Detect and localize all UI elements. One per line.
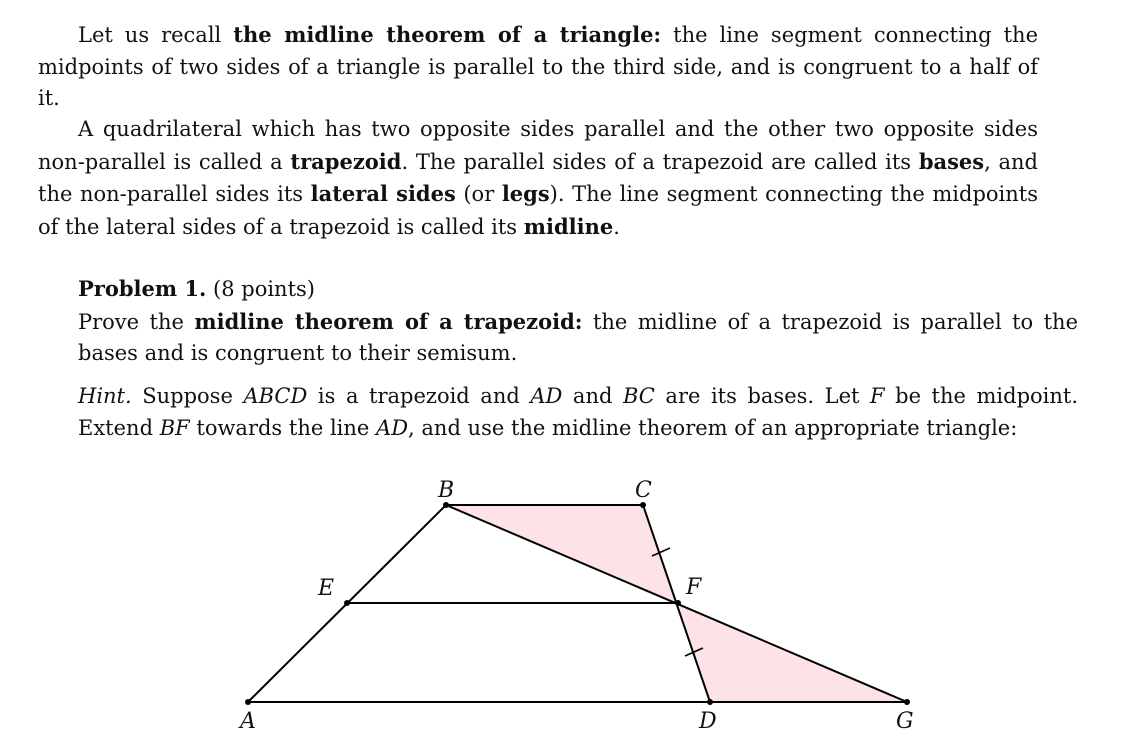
label-b: B	[438, 478, 455, 503]
point-g	[904, 699, 910, 705]
trapezoid-figure	[0, 470, 1139, 747]
hint-text-7: , and use the midline theorem of an appropriate triangle:	[408, 415, 1018, 440]
problem-heading	[78, 273, 1078, 306]
hint-math-bc: BC	[622, 384, 655, 408]
label-g: G	[896, 709, 914, 734]
term-legs: legs	[501, 181, 550, 206]
problem-statement	[78, 306, 1078, 370]
label-c: C	[635, 478, 652, 503]
label-d: D	[699, 709, 717, 734]
problem-text-2: the midline of a trapezoid is parallel to the bases and is congruent to their semisum.	[78, 309, 1078, 365]
hint-math-abcd: ABCD	[243, 384, 308, 408]
problem-title: Problem 1.	[78, 276, 207, 301]
p1-bold-term: the midline theorem of a triangle:	[233, 22, 662, 47]
p2-text-5: ). The line segment connecting the midpoints of the lateral sides of a trapezoid is called its	[38, 182, 1038, 239]
hint-math-ad-2: AD	[376, 415, 409, 440]
hint-text-5: be the midpoint. Extend	[78, 384, 1079, 440]
p2-text-2: . The parallel sides of a trapezoid are called its	[401, 149, 919, 174]
problem-text-1: Prove the	[78, 309, 195, 334]
hint-text-4: are its bases. Let	[654, 384, 870, 408]
hint-label: Hint.	[78, 384, 132, 408]
term-trapezoid: trapezoid	[290, 148, 402, 174]
p1-text-post: the line segment connecting the midpoints of two sides of a triangle is parallel to the third side, and is congruent to a half of it.	[38, 23, 1039, 110]
hint-math-bf: BF	[159, 415, 190, 440]
p2-text-6: .	[613, 214, 620, 239]
label-a: A	[240, 709, 256, 734]
hint-text-2: is a trapezoid and	[307, 384, 531, 408]
point-a	[245, 699, 251, 705]
problem-bold-term: midline theorem of a trapezoid:	[194, 308, 583, 334]
label-e: E	[318, 576, 335, 601]
p2-text-4: (or	[455, 182, 502, 206]
p2-text-3: , and the non-parallel sides its	[38, 149, 1039, 206]
paragraph-midline-triangle	[38, 19, 1038, 115]
hint-math-ad: AD	[530, 384, 563, 408]
term-bases: bases	[918, 148, 985, 174]
problem-1	[78, 273, 1078, 370]
paragraph-trapezoid-definition	[38, 114, 1038, 243]
point-e	[344, 600, 350, 606]
label-f: F	[686, 575, 702, 600]
hint-text-1: Suppose	[131, 384, 244, 408]
term-lateral-sides: lateral sides	[310, 181, 456, 206]
hint-text-6: towards the line	[189, 415, 377, 440]
p1-text-pre: Let us recall	[78, 23, 234, 47]
p2-text-1: A quadrilateral which has two opposite sides parallel and the other two opposite sides non-parallel is called a	[38, 117, 1038, 174]
point-f	[675, 600, 681, 606]
problem-points: (8 points)	[206, 277, 315, 301]
hint-text-3: and	[562, 384, 623, 408]
hint-math-f: F	[870, 384, 885, 408]
hint-paragraph	[78, 381, 1078, 444]
point-d	[707, 699, 713, 705]
term-midline: midline	[523, 213, 614, 239]
